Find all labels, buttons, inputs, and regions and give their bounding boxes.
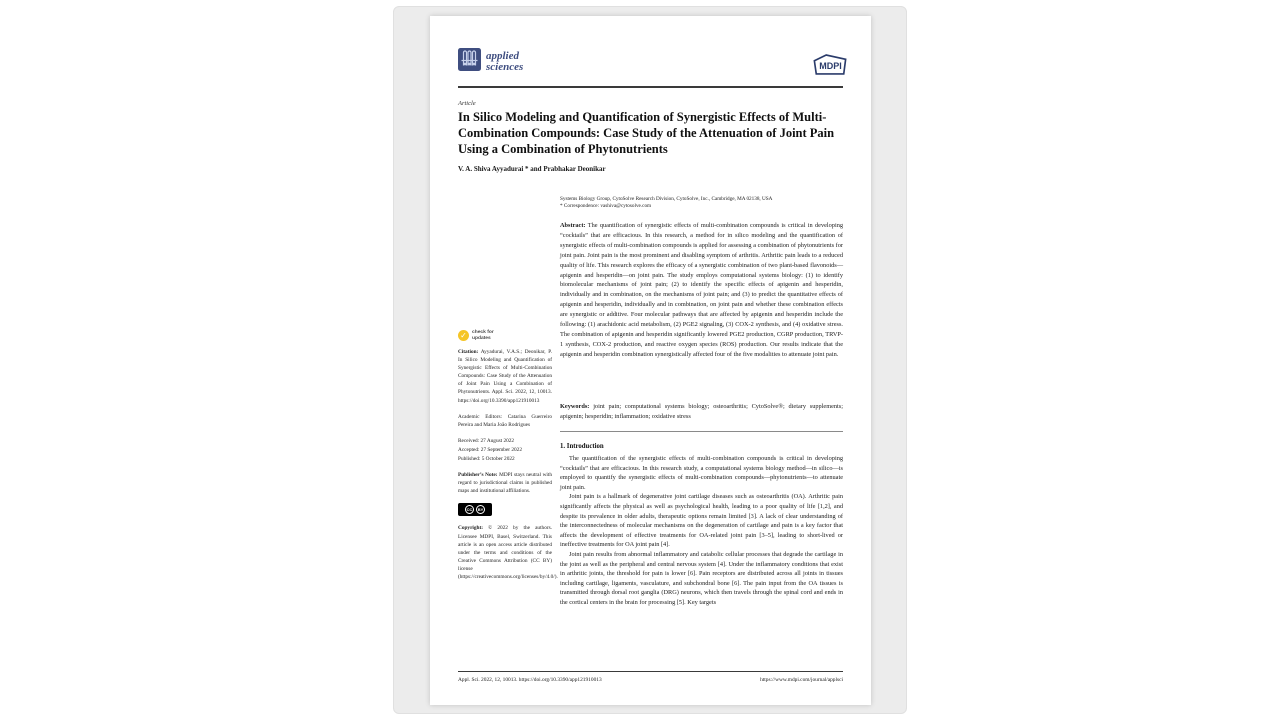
accepted-date: Accepted: 27 September 2022 bbox=[458, 446, 522, 453]
citation-label: Citation: bbox=[458, 349, 479, 355]
keywords-text: joint pain; computational systems biology; osteoarthritis; CytoSolve®; dietary supplements; apigenin; hesperidin; inflammation; oxidative stress bbox=[560, 403, 844, 420]
received-date: Received: 27 August 2022 bbox=[458, 437, 515, 444]
page-footer bbox=[458, 677, 843, 683]
check-for-updates-button[interactable] bbox=[458, 330, 552, 341]
cc-icon: CC bbox=[466, 507, 473, 513]
introduction-section bbox=[560, 443, 843, 608]
article-title: In Silico Modeling and Quantification of Synergistic Effects of Multi-Combination Compounds: Case Study of the Attenuation of Joint Pain Using a Combination of Phytonutrients bbox=[458, 110, 835, 156]
affiliation-block bbox=[560, 196, 843, 210]
svg-text:MDPI: MDPI bbox=[819, 61, 842, 72]
footer-citation: Appl. Sci. 2022, 12, 10013. https://doi.org/10.3390/app121910013 bbox=[458, 677, 602, 683]
abstract-text: The quantification of synergistic effects of multi-combination compounds is critical in developing “cocktails” that are efficacious. In this research, a method for in silico modeling and the quantification of synergistic effects of multi-combination compounds is applied for assessing a combination of phytonutrients for joint pain. Joint pain is the most prominent and disabling symptom of arthritis. Arthritic pain leads to a reduced quality of life. This research explores the efficacy of a synergistic combination of two plant-based flavonoids—apigenin and hesperidin—on joint pain. The study employs computational systems biology: (1) to identify biomolecular mechanisms of joint pain; (2) to identify the specific effects of apigenin and hesperidin, individually and in combination, on the mechanisms of joint pain; and (3) to predict the quantitative effects of apigenin and hesperidin, individually and in combination, on joint pain and whether these combination effects are synergistic or additive. Four molecular pathways that are affected by apigenin and hesperidin include the following: (1) arachidonic acid metabolism, (2) PGE2 signaling, (3) COX-2 synthesis, and (4) oxidative stress. The combination of apigenin and hesperidin significantly lowered PGE2 production, CGRP production, TRVP-1 synthesis, COX-2 production, and reactive oxygen species (ROS) production. Our results indicate that the apigenin and hesperidin combination synergistically affected four of the five modalities to attenuate joint pain. bbox=[560, 222, 843, 358]
introduction-paragraph: Joint pain results from abnormal inflammatory and catabolic cellular processes that degrade the cartilage in the joint as well as the peripheral and central nervous system [4]. Under the inflammatory conditions that exist in arthritic joints, the threshold for pain is lower [6]. Pain receptors are distributed across all joints in tissues including cartilage, ligaments, vasculature, and subchondral bone [6]. The pain input from the OA tissues is transmitted through dorsal root ganglia (DRG) neurons, which then travels through the spinal cord and ends in the cortical centers in the brain for processing [5]. Key targets bbox=[560, 550, 843, 606]
journal-name: applied sciences bbox=[486, 50, 524, 73]
copyright-text: © 2022 by the authors. Licensee MDPI, Basel, Switzerland. This article is an open access article distributed under the terms and conditions of the Creative Commons Attribution (CC BY) license (https://creativecommons.org/licenses/by/4.0/). bbox=[458, 525, 558, 580]
publishers-note-label: Publisher’s Note: bbox=[458, 472, 498, 479]
abstract-label: Abstract: bbox=[560, 222, 586, 229]
article-meta-sidebar bbox=[458, 330, 558, 589]
cc-by-license-badge bbox=[458, 503, 492, 516]
publishers-note-text: MDPI stays neutral with regard to jurisdictional claims in published maps and institutional affiliations. bbox=[458, 472, 553, 495]
keywords-label: Keywords: bbox=[560, 403, 590, 410]
citation-block bbox=[458, 348, 552, 405]
check-icon: ✓ bbox=[458, 330, 469, 341]
academic-editors: Academic Editors: Catarina Guerreiro Pereira and Maria João Rodrigues bbox=[458, 413, 552, 428]
introduction-heading: 1. Introduction bbox=[560, 443, 604, 450]
correspondence-line: * Correspondence: vashiva@cytosolve.com bbox=[560, 203, 652, 209]
history-dates bbox=[458, 437, 552, 463]
abstract-paragraph bbox=[560, 221, 843, 360]
introduction-paragraph: The quantification of the synergistic effects of multi-combination compounds is critical in developing “cocktails” that are efficacious. In this research study, a computational systems biology method—in silico—is employed to quantify the synergistic effects of multi-combination compounds—phytonutrients—to attenuate joint pain. bbox=[560, 455, 843, 491]
copyright-block bbox=[458, 524, 558, 581]
cc-by-person-icon: BY bbox=[477, 507, 484, 513]
check-for-updates-label: check for updates bbox=[472, 330, 494, 341]
mdpi-logo-icon bbox=[812, 53, 848, 81]
journal-logo bbox=[458, 48, 523, 76]
article-authors: V. A. Shiva Ayyadurai * and Prabhakar Deonikar bbox=[458, 165, 606, 173]
article-type-label: Article bbox=[458, 100, 476, 107]
keywords-rule bbox=[560, 431, 843, 432]
footer-rule bbox=[458, 671, 843, 672]
introduction-paragraph: Joint pain is a hallmark of degenerative joint cartilage diseases such as osteoarthritis (OA). Arthritic pain significantly affects the physical as well as psychological health, leading to a poor quality of life [1,2], and despite its prevalence in older adults, therapeutic options remain limited [3]. A lack of clear understanding of the interconnectedness of molecular mechanisms on the degeneration of cartilage and pain is a key factor that affects the development of effective treatments for OA-related joint pain [3–5], leading to short-lived or ineffective treatments for OA joint pain [4]. bbox=[560, 493, 843, 549]
keywords-paragraph bbox=[560, 402, 843, 422]
applied-sciences-logo-icon bbox=[458, 48, 481, 76]
paper-page bbox=[430, 16, 871, 705]
published-date: Published: 5 October 2022 bbox=[458, 456, 515, 463]
header-rule bbox=[458, 86, 843, 88]
footer-journal-url: https://www.mdpi.com/journal/applsci bbox=[760, 677, 843, 683]
affiliation-line: Systems Biology Group, CytoSolve Research Division, CytoSolve, Inc., Cambridge, MA 02138, USA bbox=[560, 196, 773, 202]
copyright-label: Copyright: bbox=[458, 525, 484, 532]
publishers-note bbox=[458, 471, 552, 495]
citation-text: Ayyadurai, V.A.S.; Deonikar, P. In Silico Modeling and Quantification of Synergistic Effects of Multi-Combination Compounds: Case Study of the Attenuation of Joint Pain Using a Combination of Phytonutrients. Appl. Sci. 2022, 12, 10013. https://doi.org/10.3390/app121910013 bbox=[458, 349, 552, 404]
